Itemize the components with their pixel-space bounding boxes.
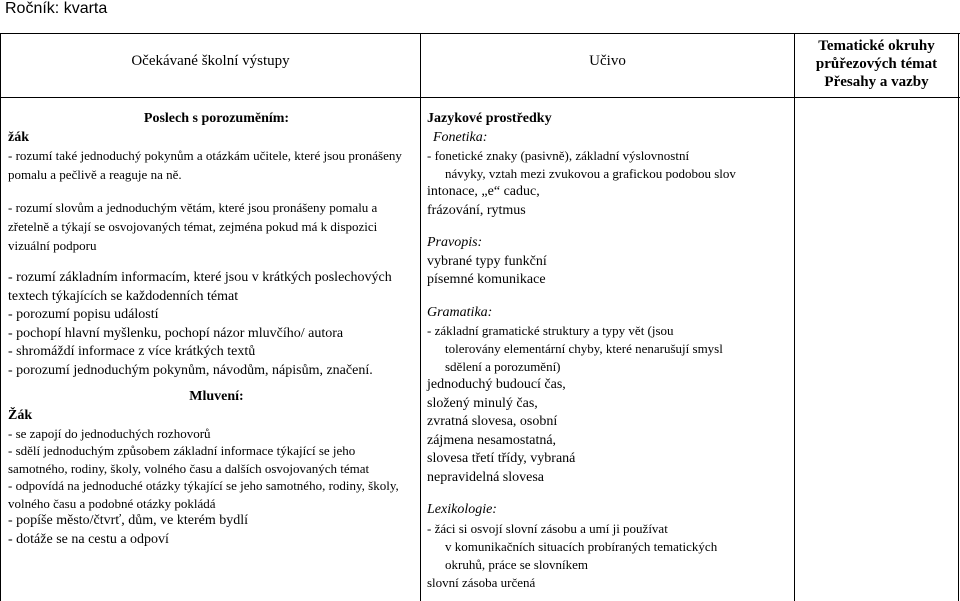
language-means-title: Jazykové prostředky [427,111,552,126]
header-curriculum: Učivo [589,53,626,69]
listening-item-2: - rozumí slovům a jednoduchým větám, které jsou pronášeny pomalu a zřetelně a týkají se osvojovaných témat, zejména pokud má k dispozici vizuální podporu [8,200,378,253]
speaking-item-4: - popíše město/čtvrť, dům, ve kterém bydlí [8,513,249,529]
speaking-title: Mluvení: [189,389,244,404]
listening-item-5: - pochopí hlavní myšlenku, pochopí názor mluvčího/ autora [8,325,344,341]
header-cross-topics [795,37,958,91]
lexicology-line-3: okruhů, práce se slovníkem [445,556,588,572]
grammar-line-2: tolerovány elementární chyby, které nenarušují smysl [445,341,723,356]
grammar-label: Gramatika: [427,304,493,320]
table-border-left [0,33,1,601]
grammar-line-1: - základní gramatické struktury a typy vět (jsou [427,323,674,338]
grammar-item-4: zájmena nesamostatná, [427,432,557,448]
phonetics-line-1: - fonetické znaky (pasivně), základní výslovnostní [427,148,690,163]
lexicology-line-1: - žáci si osvojí slovní zásobu a umí ji používat [427,520,668,536]
page-heading: Ročník: kvarta [5,0,108,17]
expected-outputs-cell [8,110,413,549]
header-cross-topics-line-2: průřezových témat [815,56,938,72]
lexicology-line-2: v komunikačních situacích probíraných tematických [445,538,718,554]
table-border-top [0,33,960,34]
phonetics-label: Fonetika: [433,129,488,145]
lexicology-label: Lexikologie: [427,502,497,517]
grammar-line-3: sdělení a porozumění) [445,359,561,374]
spelling-line-2: písemné komunikace [427,272,546,287]
grammar-item-5: slovesa třetí třídy, vybraná [427,451,576,466]
phonetics-line-3: intonace, „e“ caduc, [427,184,540,199]
listening-item-7: - porozumí jednoduchým pokynům, návodům, nápisům, značení. [8,362,373,378]
listening-title: Poslech s porozuměním: [143,111,290,126]
lexicology-line-4: slovní zásoba určená [427,574,536,590]
table-border-right [958,33,959,601]
spelling-label: Pravopis: [427,235,483,250]
grammar-item-1: jednoduchý budoucí čas, [427,377,566,392]
speaking-item-1: - se zapojí do jednoduchých rozhovorů [8,426,211,441]
listening-item-4: - porozumí popisu událostí [8,307,159,322]
spelling-line-1: vybrané typy funkční [427,253,547,269]
curriculum-cell [427,110,789,592]
listening-item-6: - shromáždí informace z více krátkých textů [8,344,256,359]
header-expected-outputs: Očekávané školní výstupy [131,53,290,69]
listening-item-1: - rozumí také jednoduchý pokynům a otázkám učitele, které jsou pronášeny pomalu a pečlivě a reaguje na ně. [8,148,402,182]
grammar-item-6: nepravidelná slovesa [427,469,545,485]
speaking-item-5: - dotáže se na cestu a odpoví [8,531,169,547]
header-cross-topics-line-1: Tematické okruhy [818,38,935,54]
cross-topics-cell [795,98,958,601]
header-cross-topics-line-3: Přesahy a vazby [824,74,929,90]
speaking-item-2: - sdělí jednoduchým způsobem základní informace týkající se jeho samotného, rodiny, školy, volného času a dalších osvojovaných témat [8,443,370,476]
grammar-item-3: zvratná slovesa, osobní [427,414,558,429]
grammar-item-2: složený minulý čas, [427,395,538,411]
speaking-item-3: - odpovídá na jednoduché otázky týkající se jeho samotného, rodiny, školy, volného času a podobné otázky pokládá [8,478,399,511]
table-col-divider-1 [420,33,421,601]
phonetics-line-4: frázování, rytmus [427,202,526,218]
phonetics-line-2: návyky, vztah mezi zvukovou a grafickou podobou slov [445,166,736,181]
listening-subject: žák [8,129,29,145]
listening-item-3: - rozumí základním informacím, které jsou v krátkých poslechových textech týkajících se každodenních témat [8,270,392,304]
speaking-subject: Žák [8,407,33,423]
